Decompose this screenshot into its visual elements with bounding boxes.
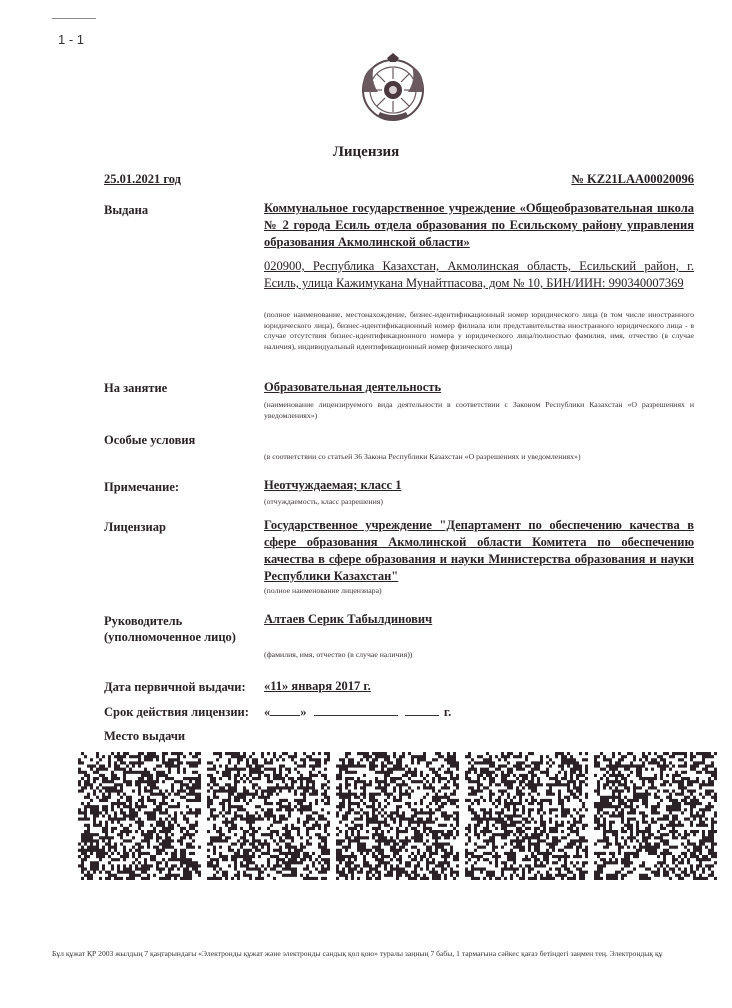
first-issue-value: «11» января 2017 г.: [264, 679, 371, 693]
licensor-value: Государственное учреждение "Департамент по обеспечению качества в сфере образования Акмолинской области Комитета по обеспечению качества в сфере образования и науки Министерства образования и науки Республики Казахстан": [264, 518, 694, 583]
page-number: 1 - 1: [58, 32, 85, 47]
footer-legal-text: Бұл құжат ҚР 2003 жылдың 7 қаңтарындағы «Электронды құжат және электронды сандық қол қою» туралы заңның 7 бабы, 1 тармағына сәйкес қағаз бетіндегі заңмен тең. Электрондық құ: [52, 949, 663, 958]
activity-value: Образовательная деятельность: [264, 380, 442, 394]
qr-code-2: [207, 752, 330, 880]
validity-year-blank: [405, 703, 439, 716]
header-rule: [52, 18, 96, 19]
qr-code-1: [78, 752, 201, 880]
validity-month-blank: [314, 703, 398, 716]
activity-label: На занятие: [104, 381, 168, 395]
issued-to-label: Выдана: [104, 203, 149, 217]
note-label: Примечание:: [104, 480, 180, 494]
note-hint: (отчуждаемость, класс разрешения): [264, 497, 383, 506]
state-emblem-icon: [356, 52, 430, 124]
license-number: № KZ21LAA00020096: [571, 172, 694, 186]
place-label: Место выдачи: [104, 729, 186, 743]
special-conditions-hint: (в соответствии со статьей 36 Закона Республики Казахстан «О разрешениях и уведомлениях»): [264, 452, 581, 461]
licensor-hint: (полное наименование лицензиара): [264, 586, 382, 595]
validity-close-quote: »: [300, 705, 307, 719]
activity-hint: (наименование лицензируемого вида деятельности в соответствии с Законом Республики Казахстан «О разрешениях и уведомлениях»): [264, 400, 694, 420]
validity-value: [264, 703, 451, 720]
licensor-label: Лицензиар: [104, 520, 166, 534]
document-title: Лицензия: [332, 144, 400, 160]
validity-open-quote: «: [264, 705, 271, 719]
qr-code-4: [465, 752, 588, 880]
qr-code-5: [594, 752, 717, 880]
validity-year-suffix: г.: [443, 705, 452, 719]
head-label: Руководитель: [104, 614, 183, 628]
qr-code-3: [336, 752, 459, 880]
head-value: Алтаев Серик Табылдинович: [264, 612, 433, 626]
special-conditions-label: Особые условия: [104, 433, 196, 447]
issued-to-hint: (полное наименование, местонахождение, бизнес-идентификационный номер юридического лица (в том числе иностранного юридического лица), бизнес-идентификационный номер филиала или представительства иностранного юридического лица - в случае отсутствия бизнес-идентификационного номера у юридического лица/полностью фамилия, имя, отчество (в случае наличия), индивидуальный идентификационный номер физического лица): [264, 310, 694, 351]
issued-to-address: 020900, Республика Казахстан, Акмолинская область, Есильский район, г. Есиль, улица Кажимукана Мунайтпасова, дом № 10, БИН/ИИН: 990340007369: [264, 259, 694, 290]
validity-day-blank: [270, 703, 300, 716]
head-hint: (фамилия, имя, отчество (в случае наличия)): [264, 650, 413, 659]
head-label-sub: (уполномоченное лицо): [104, 630, 236, 644]
issued-to-name: Коммунальное государственное учреждение «Общеобразовательная школа № 2 города Есиль отдела образования по Есильскому району управления образования Акмолинской области»: [264, 201, 694, 249]
note-value: Неотчуждаемая; класс 1: [264, 478, 402, 492]
issue-date: 25.01.2021 год: [104, 172, 181, 186]
first-issue-label: Дата первичной выдачи:: [104, 680, 246, 694]
qr-code-strip: [78, 752, 723, 880]
validity-label: Срок действия лицензии:: [104, 705, 249, 719]
